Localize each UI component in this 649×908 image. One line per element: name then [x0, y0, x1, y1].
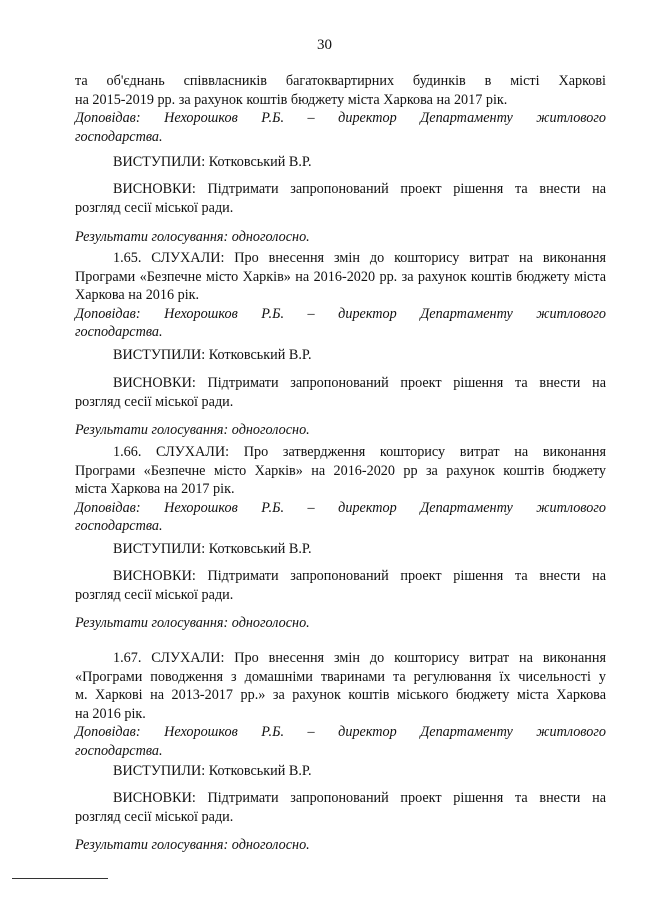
- conclusion-line: розгляд сесії міської ради.: [75, 393, 234, 410]
- reporter-line: Доповідав: Нехорошков Р.Б. – директор Департаменту житлового: [75, 724, 606, 740]
- reporter-line: господарства.: [75, 324, 163, 340]
- text-line: та об'єднань співвласників багатоквартирних будинків в місті Харкові: [75, 73, 606, 89]
- vote-result: Результати голосування: одноголосно.: [75, 229, 310, 245]
- reporter-line: Доповідав: Нехорошков Р.Б. – директор Департаменту житлового: [75, 110, 606, 126]
- vote-result: Результати голосування: одноголосно.: [75, 837, 310, 853]
- conclusion: [75, 567, 606, 604]
- text-line: міста Харкова на 2017 рік.: [75, 481, 235, 497]
- footer-divider: [12, 878, 108, 879]
- agenda-item-1-67: [75, 649, 606, 760]
- reporter-line: Доповідав: Нехорошков Р.Б. – директор Департаменту житлового: [75, 305, 606, 322]
- conclusion-line: ВИСНОВКИ: Підтримати запропонований проект рішення та внести на: [113, 375, 606, 391]
- reporter-line: господарства.: [75, 128, 163, 145]
- text-line: «Програми поводження з домашніми тваринами та регулювання їх чисельності у: [75, 668, 606, 685]
- text-line: Програми «Безпечне місто Харків» на 2016-2020 рр за рахунок коштів бюджету: [75, 462, 606, 479]
- spoke-line: ВИСТУПИЛИ: Котковський В.Р.: [113, 154, 312, 170]
- conclusion-line: розгляд сесії міської ради.: [75, 199, 234, 216]
- agenda-item-1-66: [75, 443, 606, 536]
- intro-text: [75, 72, 606, 146]
- text-line: м. Харкові на 2013-2017 рр.» за рахунок коштів міського бюджету міста Харкова: [75, 687, 606, 703]
- conclusion-line: розгляд сесії міської ради.: [75, 808, 234, 825]
- conclusion: [75, 789, 606, 826]
- text-line: на 2016 рік.: [75, 705, 146, 722]
- conclusion-line: ВИСНОВКИ: Підтримати запропонований проект рішення та внести на: [113, 181, 606, 197]
- text-line: 1.65. СЛУХАЛИ: Про внесення змін до кошторису витрат на виконання: [113, 250, 606, 266]
- text-line: 1.66. СЛУХАЛИ: Про затвердження кошторису витрат на виконання: [113, 444, 606, 460]
- conclusion-line: ВИСНОВКИ: Підтримати запропонований проект рішення та внести на: [113, 568, 606, 584]
- text-line: Програми «Безпечне місто Харків» на 2016-2020 рр. за рахунок коштів бюджету міста: [75, 268, 606, 285]
- agenda-item-1-65: [75, 249, 606, 342]
- conclusion-line: розгляд сесії міської ради.: [75, 586, 234, 603]
- reporter-line: господарства.: [75, 518, 163, 534]
- spoke-line: ВИСТУПИЛИ: Котковський В.Р.: [113, 541, 312, 557]
- conclusion: [75, 180, 606, 217]
- conclusion-line: ВИСНОВКИ: Підтримати запропонований проект рішення та внести на: [113, 790, 606, 806]
- page-number: 30: [317, 37, 332, 53]
- text-line: Харкова на 2016 рік.: [75, 287, 200, 303]
- reporter-line: Доповідав: Нехорошков Р.Б. – директор Департаменту житлового: [75, 499, 606, 516]
- spoke-line: ВИСТУПИЛИ: Котковський В.Р.: [113, 347, 312, 363]
- text-line: 1.67. СЛУХАЛИ: Про внесення змін до кошторису витрат на виконання: [113, 650, 606, 666]
- conclusion: [75, 374, 606, 411]
- spoke-line: ВИСТУПИЛИ: Котковський В.Р.: [113, 763, 312, 779]
- vote-result: Результати голосування: одноголосно.: [75, 615, 310, 631]
- reporter-line: господарства.: [75, 742, 163, 759]
- text-line: на 2015-2019 рр. за рахунок коштів бюджету міста Харкова на 2017 рік.: [75, 91, 508, 108]
- vote-result: Результати голосування: одноголосно.: [75, 422, 310, 438]
